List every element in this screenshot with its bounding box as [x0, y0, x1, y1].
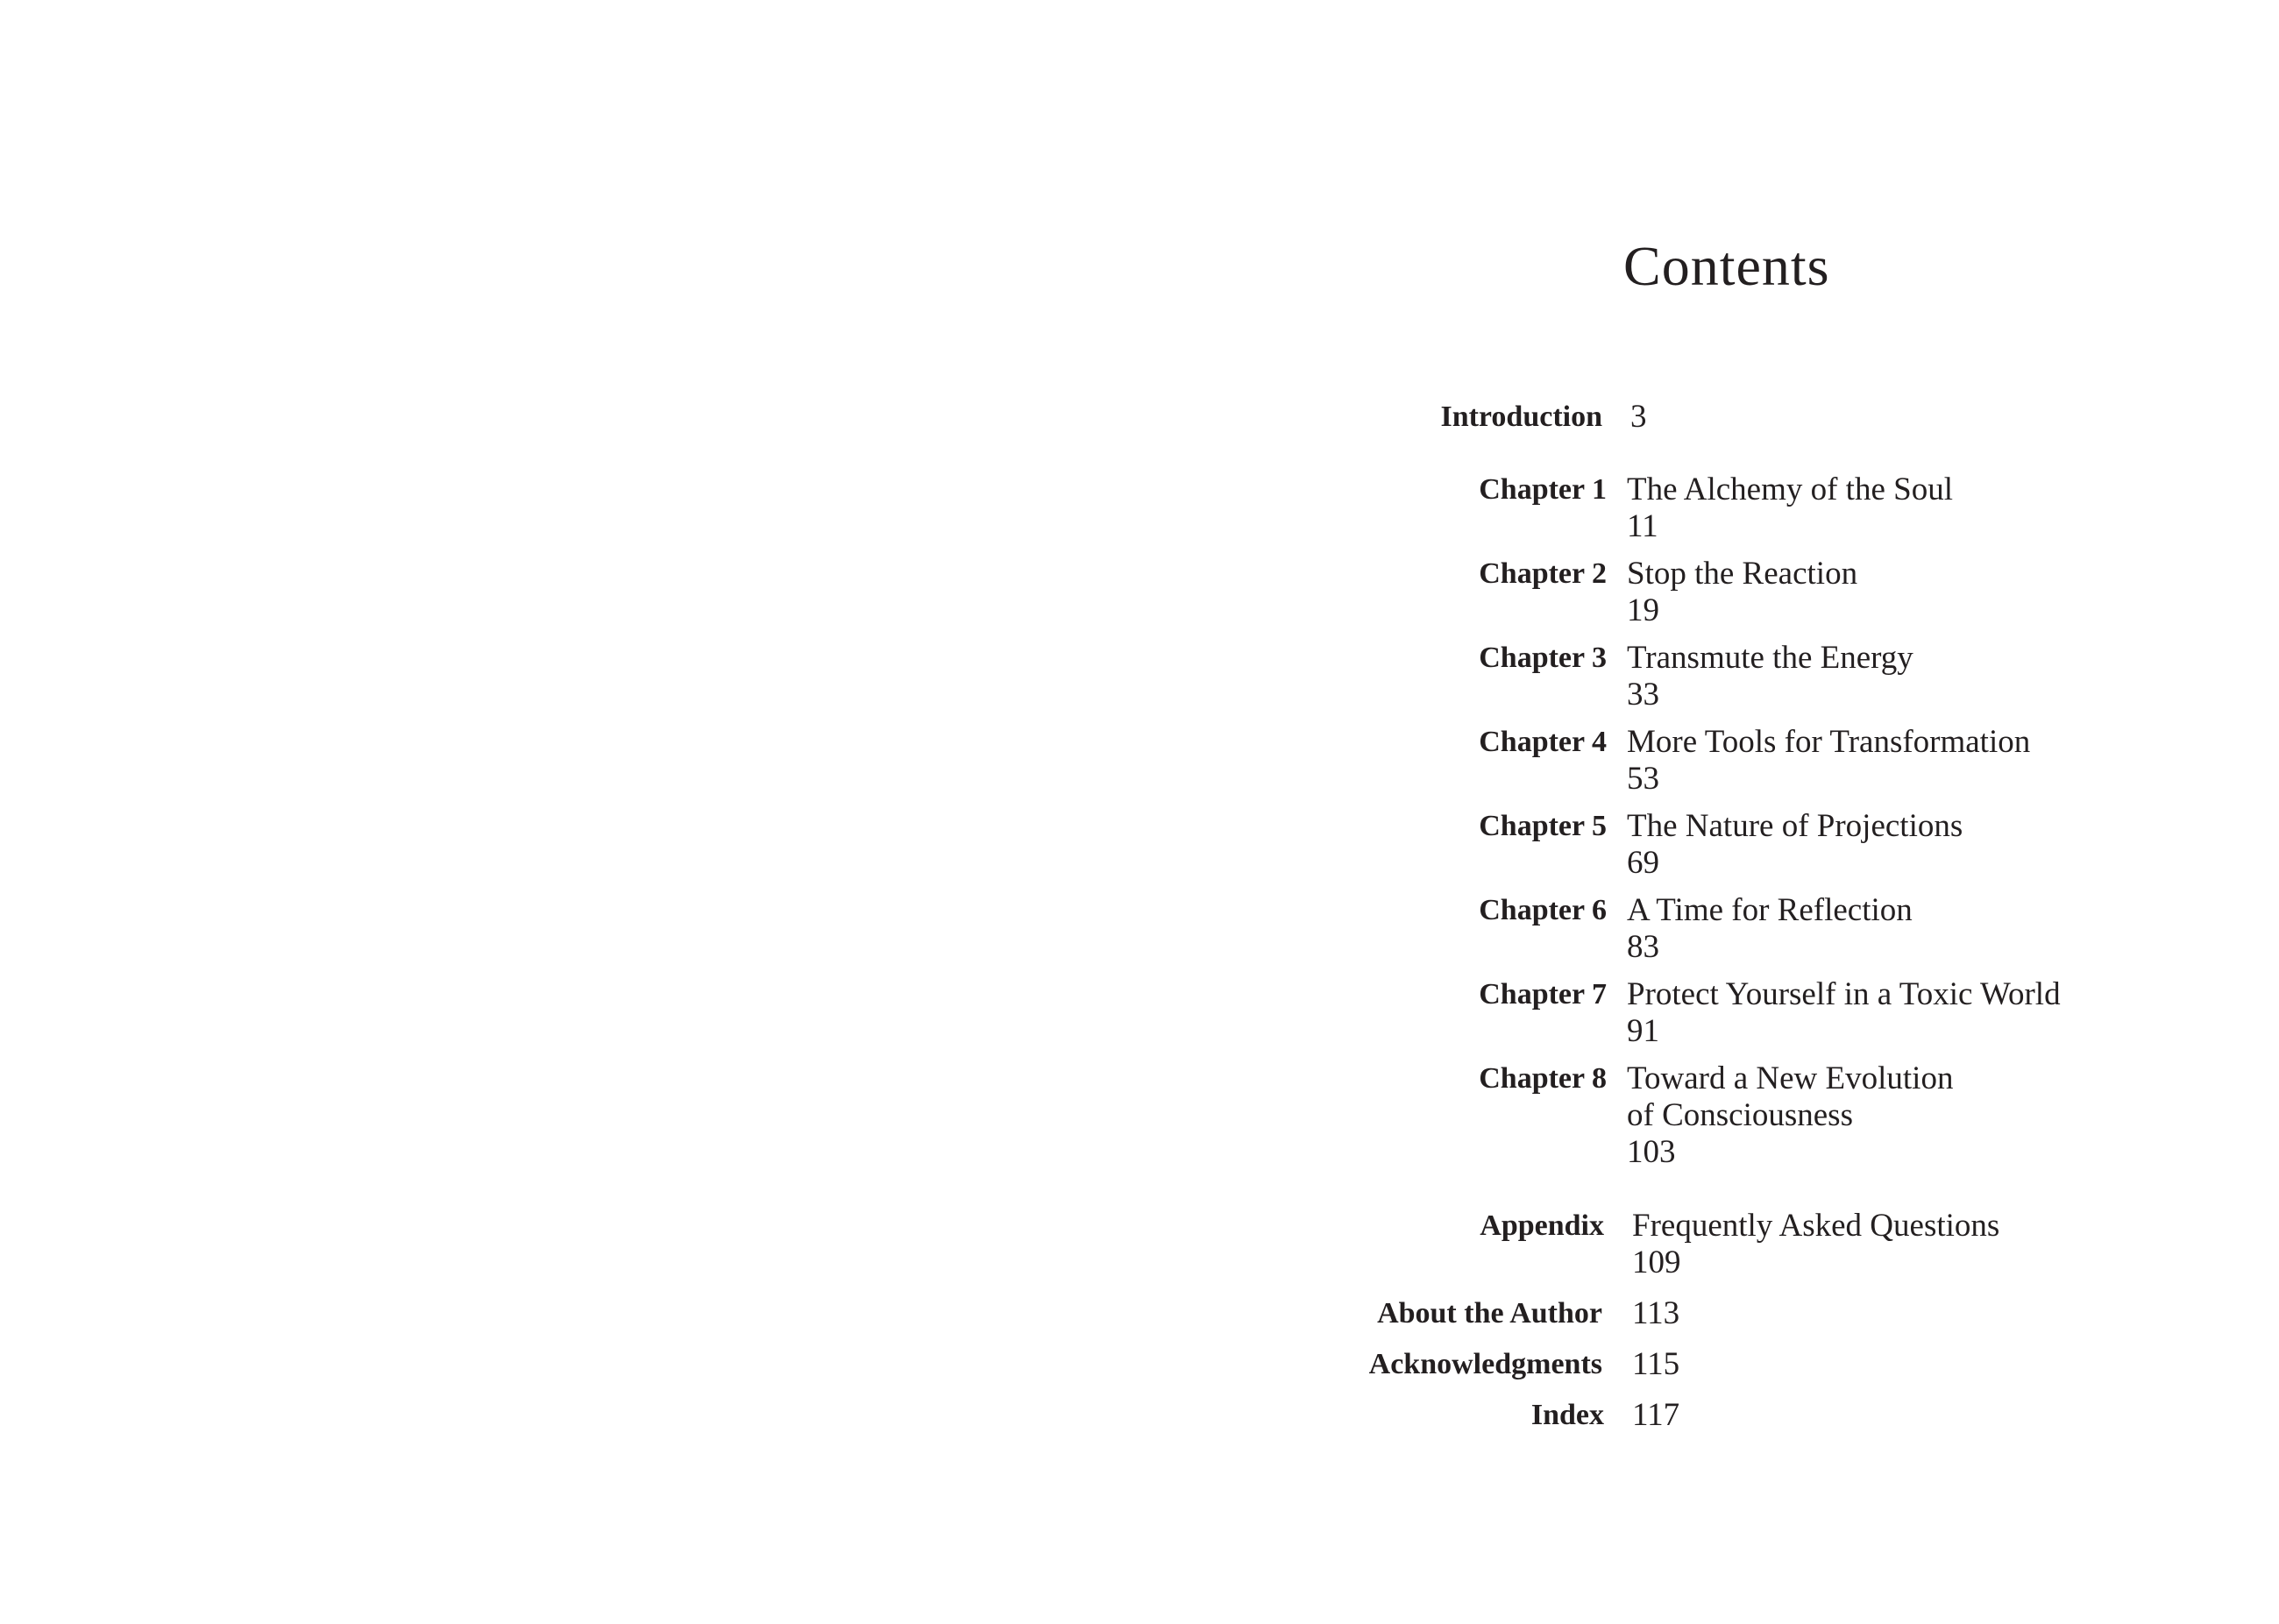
- toc-entry-title: More Tools for Transformation: [1627, 724, 2031, 760]
- toc-entry-page: 3: [1630, 399, 1647, 435]
- toc-entry-title: Transmute the Energy: [1627, 640, 1913, 676]
- toc-entry-body: [1627, 976, 2061, 1050]
- toc-entry-label: Chapter 1: [1479, 473, 1607, 506]
- toc-entry-label: Chapter 6: [1479, 894, 1607, 926]
- toc-entry-title-line-2: of Consciousness: [1627, 1097, 1853, 1133]
- toc-entry-page: 53: [1627, 761, 1659, 797]
- toc-entry-title: Stop the Reaction: [1627, 556, 1858, 592]
- toc-entry-page: 91: [1627, 1013, 1659, 1049]
- toc-entry-label: Chapter 2: [1479, 557, 1607, 590]
- toc-entry-body: [1632, 1397, 1679, 1434]
- toc-entry-page: 113: [1632, 1295, 1680, 1331]
- toc-entry-title: Protect Yourself in a Toxic World: [1627, 976, 2061, 1012]
- toc-entry-body: [1627, 724, 2030, 798]
- toc-entry-page: 11: [1627, 508, 1658, 544]
- toc-entry-body: [1632, 1346, 1679, 1383]
- page-title: Contents: [1623, 235, 1830, 297]
- toc-entry-label: About the Author: [1377, 1297, 1602, 1330]
- toc-entry-label: Chapter 4: [1479, 726, 1607, 758]
- toc-entry-label: Chapter 5: [1479, 810, 1607, 842]
- toc-entry-label: Index: [1530, 1399, 1604, 1431]
- toc-entry-page: 115: [1632, 1346, 1680, 1382]
- toc-entry-label: Chapter 7: [1479, 978, 1607, 1011]
- toc-entry-page: 69: [1627, 845, 1659, 881]
- toc-entry-body: [1627, 892, 1913, 966]
- toc-entry-label: Chapter 3: [1479, 642, 1607, 674]
- toc-entry-body: [1627, 472, 1953, 545]
- toc-entry-title: The Alchemy of the Soul: [1627, 472, 1953, 507]
- toc-entry-body: [1632, 1295, 1679, 1332]
- toc-entry-label: Acknowledgments: [1368, 1348, 1602, 1380]
- toc-entry-body: [1630, 399, 1647, 436]
- toc-entry-body: [1627, 640, 1913, 713]
- toc-entry-title: The Nature of Projections: [1627, 808, 1963, 844]
- toc-entry-page: 19: [1627, 592, 1659, 628]
- toc-entry-page: 109: [1632, 1245, 1681, 1280]
- toc-entry-body: [1627, 1060, 1953, 1171]
- toc-entry-body: [1627, 556, 1857, 629]
- toc-entry-body: [1627, 808, 1963, 882]
- toc-entry-label: Appendix: [1480, 1209, 1604, 1242]
- toc-entry-page: 117: [1632, 1397, 1680, 1433]
- toc-entry-title-line-1: Toward a New Evolution: [1627, 1060, 1954, 1096]
- toc-entry-page: 33: [1627, 677, 1659, 713]
- toc-entry-page: 103: [1627, 1134, 1676, 1170]
- toc-entry-body: [1632, 1208, 1999, 1281]
- toc-entry-title: Frequently Asked Questions: [1632, 1208, 2000, 1244]
- toc-entry-title: A Time for Reflection: [1627, 892, 1913, 928]
- toc-entry-label: Chapter 8: [1479, 1062, 1607, 1095]
- toc-entry-label: Introduction: [1440, 401, 1602, 433]
- toc-entry-page: 83: [1627, 929, 1659, 965]
